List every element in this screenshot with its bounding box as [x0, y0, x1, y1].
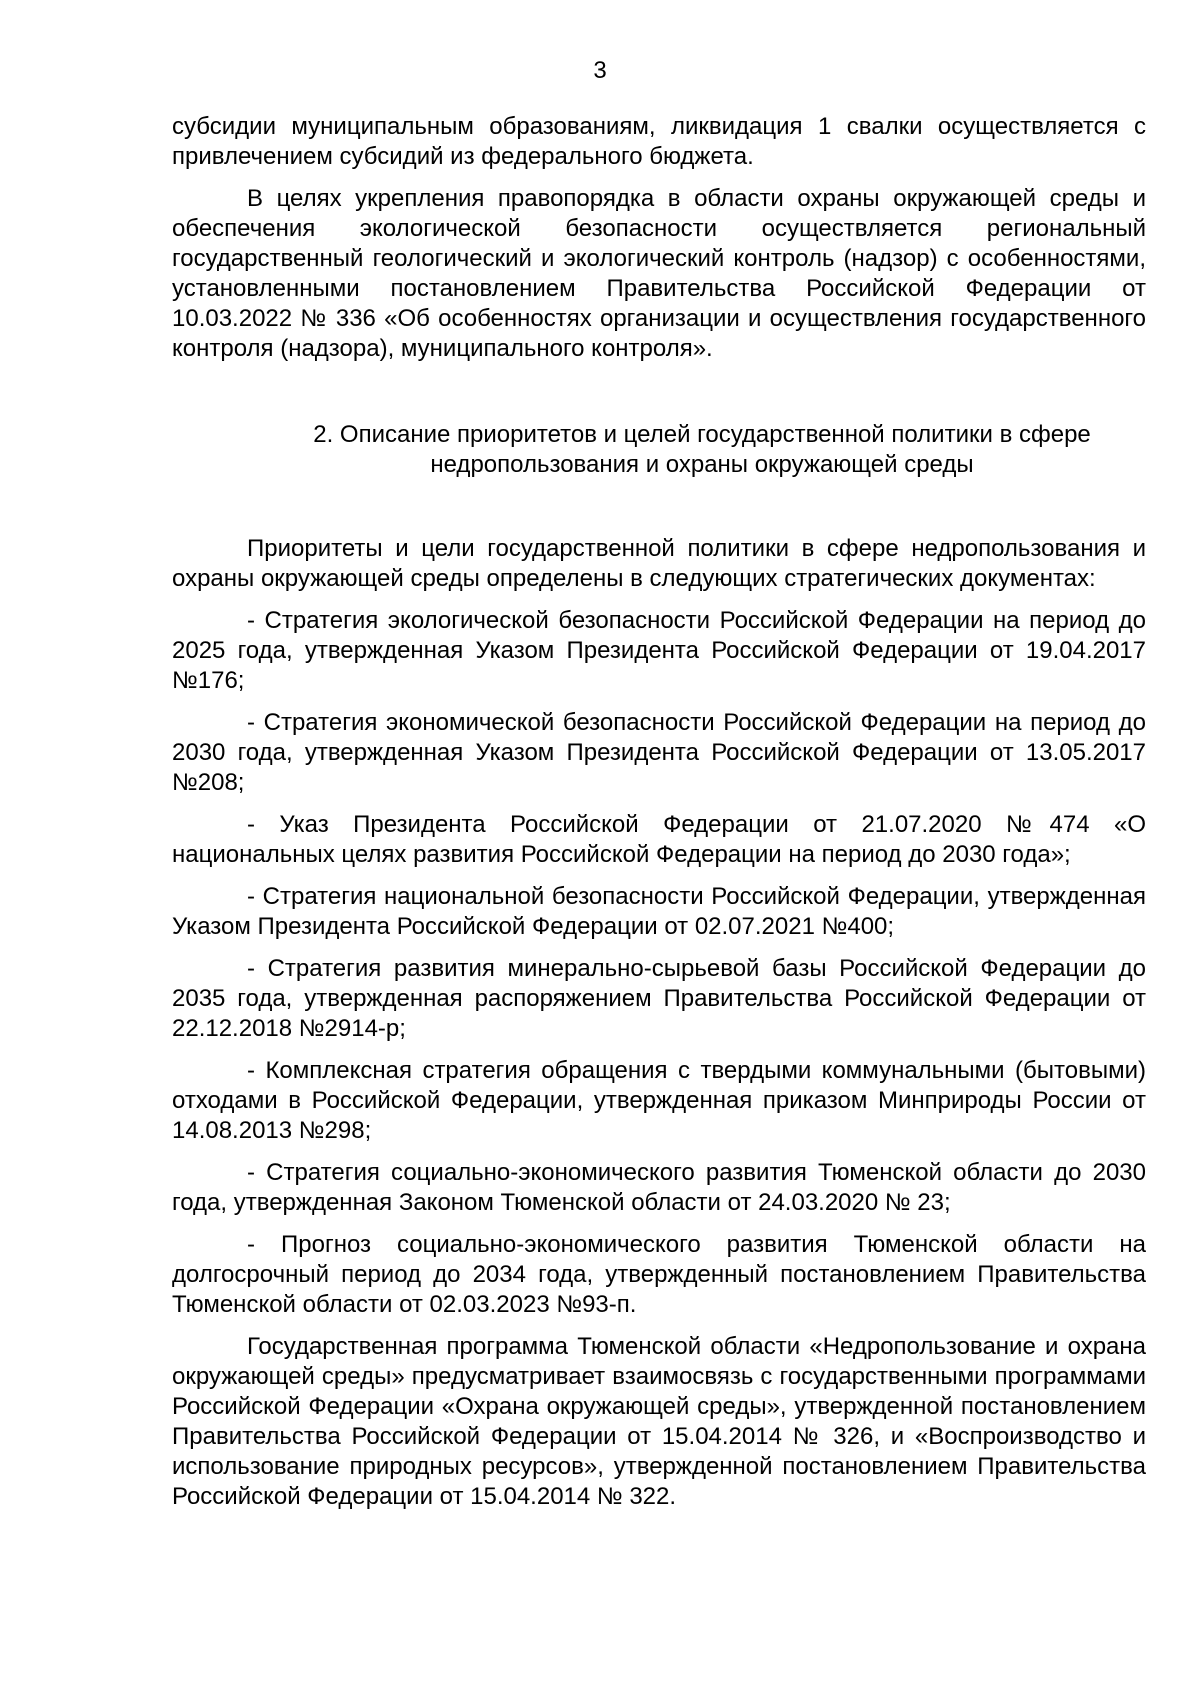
- paragraph-control: В целях укрепления правопорядка в области охраны окружающей среды и обеспечения экологической безопасности осуществляется региональный государственный геологический и экологический контроль (надзор) с особенностями, установленными постановлением Правительства Российской Федерации от 10.03.2022 № 336 «Об особенностях организации и осуществления государственного контроля (надзора), муниципального контроля».: [172, 185, 1146, 362]
- paragraph-closing: Государственная программа Тюменской области «Недропользование и охрана окружающей среды» предусматривает взаимосвязь с государственными программами Российской Федерации «Охрана окружающей среды», утвержденной постановлением Правительства Российской Федерации от 15.04.2014 № 326, и «Воспроизводство и использование природных ресурсов», утвержденной постановлением Правительства Российской Федерации от 15.04.2014 № 322.: [172, 1333, 1146, 1510]
- paragraph-intro: Приоритеты и цели государственной политики в сфере недропользования и охраны окружающей среды определены в следующих стратегических документах:: [172, 535, 1146, 592]
- paragraph-continuation: субсидии муниципальным образованиям, ликвидация 1 свалки осуществляется с привлечением субсидий из федерального бюджета.: [172, 113, 1146, 170]
- list-item: - Прогноз социально-экономического развития Тюменской области на долгосрочный период до 2034 года, утвержденный постановлением Правительства Тюменской области от 02.03.2023 №93-п.: [172, 1231, 1146, 1318]
- document-body: [172, 112, 1146, 1512]
- list-item: - Комплексная стратегия обращения с твердыми коммунальными (бытовыми) отходами в Российской Федерации, утвержденная приказом Минприроды России от 14.08.2013 №298;: [172, 1057, 1146, 1144]
- list-item: - Стратегия развития минерально-сырьевой базы Российской Федерации до 2035 года, утвержденная распоряжением Правительства Российской Федерации от 22.12.2018 №2914-р;: [172, 955, 1146, 1042]
- page-number: 3: [593, 57, 607, 84]
- list-item: - Стратегия социально-экономического развития Тюменской области до 2030 года, утвержденная Законом Тюменской области от 24.03.2020 № 23;: [172, 1159, 1146, 1216]
- list-item: - Указ Президента Российской Федерации от 21.07.2020 №474 «О национальных целях развития Российской Федерации на период до 2030 года»;: [172, 811, 1146, 868]
- list-item: - Стратегия экономической безопасности Российской Федерации на период до 2030 года, утвержденная Указом Президента Российской Федерации от 13.05.2017 №208;: [172, 709, 1146, 796]
- section-heading-line2: недропользования и охраны окружающей среды: [430, 451, 974, 478]
- list-item: - Стратегия экологической безопасности Российской Федерации на период до 2025 года, утвержденная Указом Президента Российской Федерации от 19.04.2017 №176;: [172, 607, 1146, 694]
- section-heading-line1: 2. Описание приоритетов и целей государственной политики в сфере: [313, 421, 1091, 448]
- section-heading: [172, 420, 1146, 480]
- list-item: - Стратегия национальной безопасности Российской Федерации, утвержденная Указом Президента Российской Федерации от 02.07.2021 №400;: [172, 883, 1146, 940]
